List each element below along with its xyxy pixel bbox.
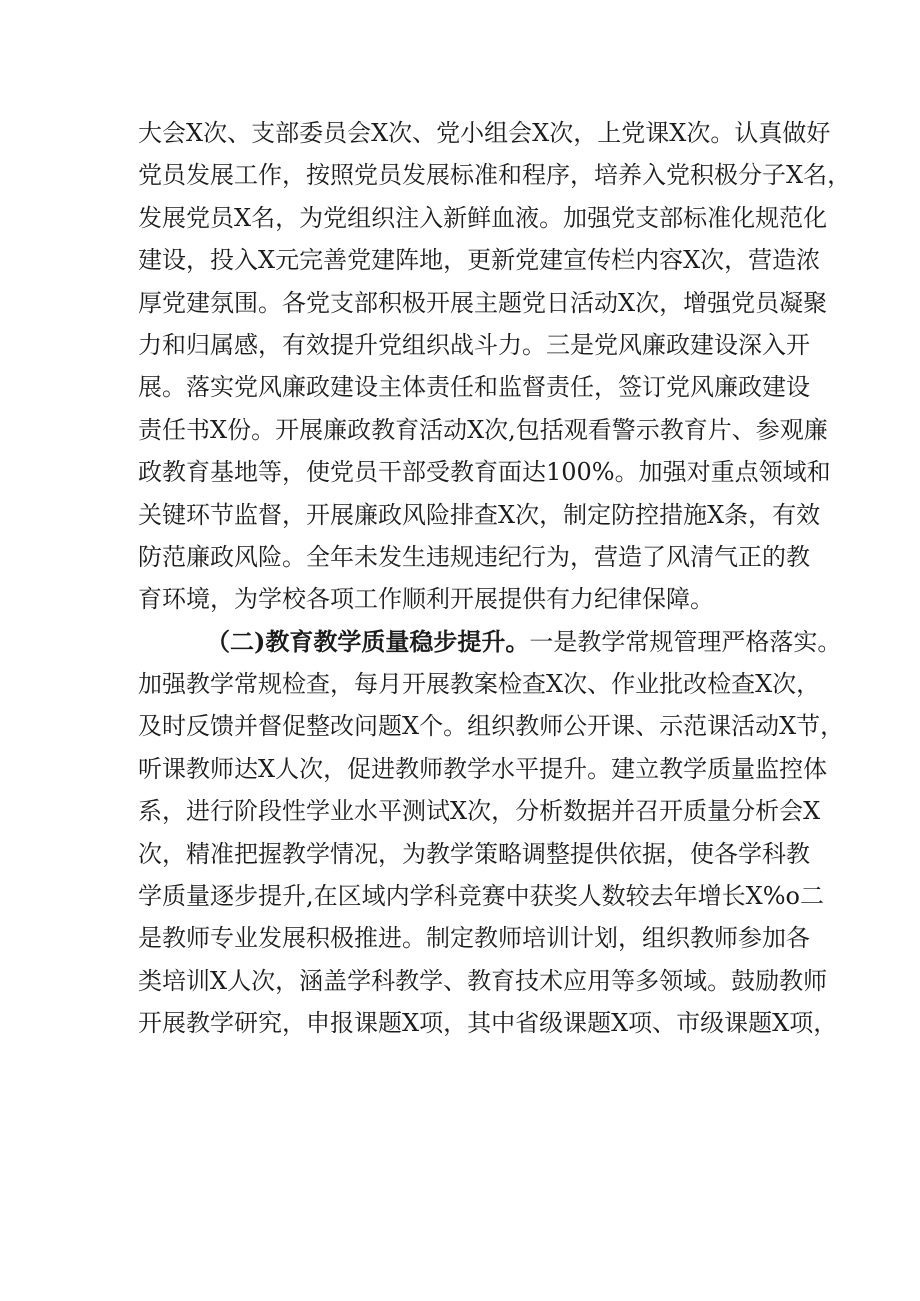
text-line: 是教师专业发展积极推进。制定教师培训计划，组织教师参加各 [138,924,810,953]
section-first-line-text: 一是教学常规管理严格落实。 [529,627,842,656]
text-line: 展。落实党风廉政建设主体责任和监督责任，签订党风廉政建设 [138,373,810,402]
text-line: 党员发展工作，按照党员发展标准和程序，培养入党积极分子X名， [138,161,852,190]
text-line-paragraph-end: 育环境，为学校各项工作顺利开展提供有力纪律保障。 [138,585,714,614]
text-line: 关键环节监督，开展廉政风险排查X次，制定防控措施X条，有效 [138,500,821,529]
text-line: 力和归属感，有效提升党组织战斗力。三是党风廉政建设深入开 [138,330,810,359]
text-line: 及时反馈并督促整改问题X个。组织教师公开课、示范课活动X节， [138,712,845,741]
text-line: 开展教学研究，申报课题X项，其中省级课题X项、市级课题X项， [138,1009,838,1038]
section-heading: （二)教育教学质量稳步提升。 [206,626,530,656]
text-line: 责任书X份。开展廉政教育活动X次,包括观看警示教育片、参观廉 [138,415,828,444]
text-line: 建设，投入X元完善党建阵地，更新党建宣传栏内容X次，营造浓 [138,246,821,275]
text-line: 发展党员X名，为党组织注入新鲜血液。加强党支部标准化规范化 [138,203,828,232]
section-first-line [138,621,842,663]
text-line: 加强教学常规检查，每月开展教案检查X次、作业批改检查X次， [138,670,821,699]
text-line: 系，进行阶段性学业水平测试X次，分析数据并召开质量分析会X [138,797,821,826]
text-line: 次，精准把握教学情况，为教学策略调整提供依据，使各学科教 [138,839,810,868]
text-line: 防范廉政风险。全年未发生违规违纪行为，营造了风清气正的教 [138,542,810,571]
text-line: 学质量逐步提升,在区域内学科竞赛中获奖人数较去年增长X%o二 [138,882,824,911]
text-line: 听课教师达X人次，促进教师教学水平提升。建立教学质量监控体 [138,754,828,783]
text-line: 政教育基地等，使党员干部受教育面达100%。加强对重点领域和 [138,458,831,487]
text-line: 类培训X人次，涵盖学科教学、教育技术应用等多领域。鼓励教师 [138,966,828,995]
text-line: 大会X次、支部委员会X次、党小组会X次，上党课X次。认真做好 [138,119,831,147]
text-line: 厚党建氛围。各党支部积极开展主题党日活动X次，增强党员凝聚 [138,288,828,317]
document-body [138,112,852,1045]
